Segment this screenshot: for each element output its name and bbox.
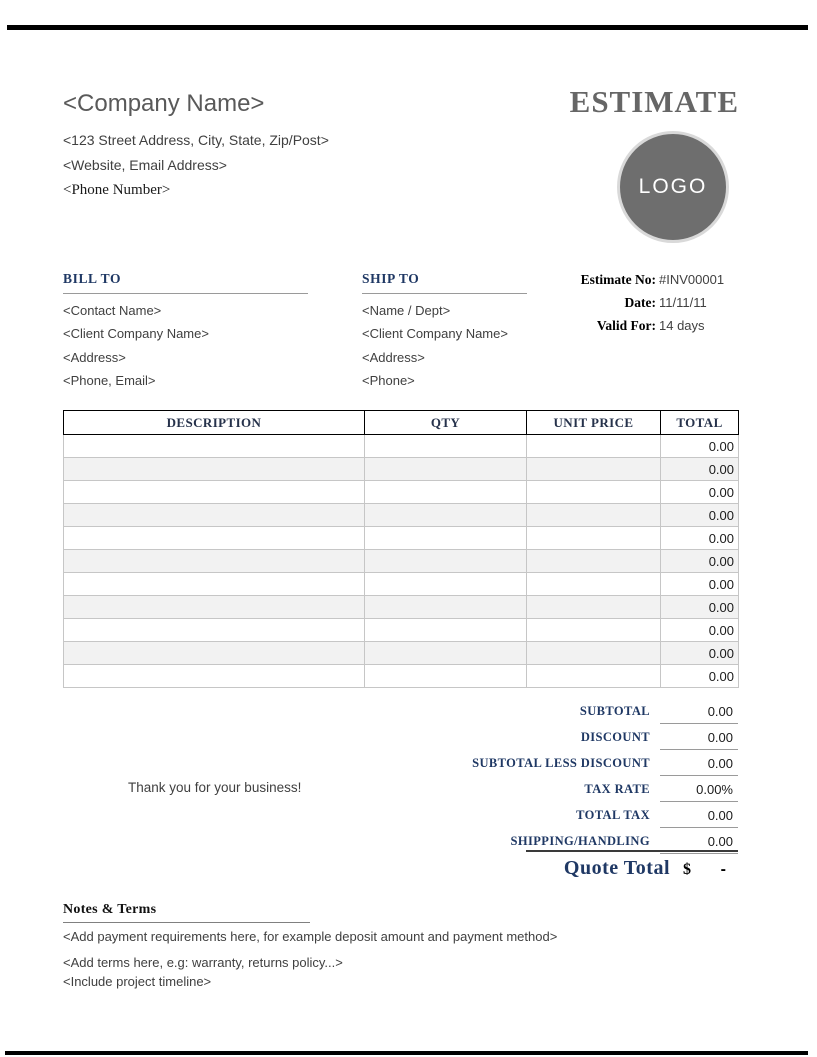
item-cell-unit-price bbox=[527, 481, 661, 504]
total-row bbox=[472, 776, 738, 802]
item-cell-unit-price bbox=[527, 435, 661, 458]
item-cell-total: 0.00 bbox=[661, 458, 739, 481]
quote-total-value: - bbox=[720, 861, 726, 878]
total-value: 0.00 bbox=[660, 725, 738, 750]
item-cell-description bbox=[64, 458, 365, 481]
item-row bbox=[64, 596, 739, 619]
item-cell-qty bbox=[365, 642, 527, 665]
item-cell-qty bbox=[365, 504, 527, 527]
estimate-no-label: Estimate No: bbox=[580, 272, 656, 287]
item-cell-total: 0.00 bbox=[661, 435, 739, 458]
total-value: 0.00 bbox=[660, 699, 738, 724]
item-cell-unit-price bbox=[527, 596, 661, 619]
item-cell-description bbox=[64, 596, 365, 619]
quote-total-row bbox=[564, 857, 738, 880]
total-value: 0.00% bbox=[660, 777, 738, 802]
item-cell-qty bbox=[365, 619, 527, 642]
item-cell-description bbox=[64, 550, 365, 573]
item-cell-description bbox=[64, 665, 365, 688]
currency-symbol: $ bbox=[683, 861, 691, 878]
item-cell-unit-price bbox=[527, 573, 661, 596]
bill-to-section bbox=[63, 271, 308, 388]
item-cell-total: 0.00 bbox=[661, 573, 739, 596]
bottom-page-rule bbox=[5, 1051, 808, 1055]
date-row bbox=[540, 295, 740, 311]
valid-for-value: 14 days bbox=[659, 318, 705, 333]
item-cell-qty bbox=[365, 458, 527, 481]
logo-circle bbox=[617, 131, 729, 243]
totals-section bbox=[472, 698, 738, 854]
item-cell-description bbox=[64, 435, 365, 458]
header-total: TOTAL bbox=[661, 411, 739, 435]
bill-to-contact-name: <Contact Name> bbox=[63, 302, 162, 318]
item-cell-description bbox=[64, 504, 365, 527]
total-value: 0.00 bbox=[660, 803, 738, 828]
item-cell-unit-price bbox=[527, 665, 661, 688]
notes-line-terms: <Add terms here, e.g: warranty, returns policy...> bbox=[63, 955, 343, 970]
items-table-body bbox=[64, 435, 739, 688]
ship-to-phone: <Phone> bbox=[362, 373, 415, 388]
total-value: 0.00 bbox=[660, 751, 738, 776]
total-label: DISCOUNT bbox=[580, 729, 650, 744]
bill-to-heading: BILL TO bbox=[63, 271, 308, 294]
item-cell-qty bbox=[365, 481, 527, 504]
company-website-email: <Website, Email Address> bbox=[63, 157, 227, 173]
item-row bbox=[64, 458, 739, 481]
item-row bbox=[64, 504, 739, 527]
item-cell-total: 0.00 bbox=[661, 642, 739, 665]
total-label: TAX RATE bbox=[584, 781, 650, 796]
header-unit-price: UNIT PRICE bbox=[527, 411, 661, 435]
company-phone: <Phone Number> bbox=[63, 182, 171, 198]
item-cell-qty bbox=[365, 435, 527, 458]
date-value: 11/11/11 bbox=[659, 295, 707, 310]
bill-to-company-name: <Client Company Name> bbox=[63, 326, 209, 341]
item-cell-total: 0.00 bbox=[661, 619, 739, 642]
item-cell-total: 0.00 bbox=[661, 527, 739, 550]
item-row bbox=[64, 573, 739, 596]
items-table-header-row bbox=[64, 411, 739, 435]
estimate-no-value: #INV00001 bbox=[659, 272, 725, 287]
item-cell-qty bbox=[365, 527, 527, 550]
items-table bbox=[63, 410, 739, 688]
item-row bbox=[64, 619, 739, 642]
bill-to-address: <Address> bbox=[63, 349, 126, 365]
ship-to-heading: SHIP TO bbox=[362, 271, 527, 294]
notes-section bbox=[63, 902, 763, 989]
ship-to-company-name: <Client Company Name> bbox=[362, 326, 508, 341]
total-row bbox=[472, 750, 738, 776]
header-qty: QTY bbox=[365, 411, 527, 435]
total-label: SUBTOTAL LESS DISCOUNT bbox=[472, 755, 650, 770]
item-cell-qty bbox=[365, 665, 527, 688]
quote-total-label: Quote Total bbox=[563, 857, 670, 879]
total-label: SHIPPING/HANDLING bbox=[510, 833, 650, 848]
logo-text: LOGO bbox=[638, 175, 708, 198]
item-cell-total: 0.00 bbox=[661, 504, 739, 527]
totals-rows bbox=[472, 698, 738, 854]
item-cell-description bbox=[64, 642, 365, 665]
item-cell-unit-price bbox=[527, 619, 661, 642]
item-cell-description bbox=[64, 527, 365, 550]
quote-total-rule bbox=[526, 850, 738, 852]
header-description: DESCRIPTION bbox=[64, 411, 365, 435]
total-row bbox=[472, 698, 738, 724]
date-label: Date: bbox=[624, 295, 656, 310]
top-page-rule bbox=[7, 25, 808, 30]
notes-heading: Notes & Terms bbox=[63, 902, 310, 923]
company-name: <Company Name> bbox=[63, 90, 265, 117]
item-cell-unit-price bbox=[527, 504, 661, 527]
ship-to-name-dept: <Name / Dept> bbox=[362, 302, 451, 318]
item-row bbox=[64, 527, 739, 550]
item-cell-description bbox=[64, 619, 365, 642]
total-value: 0.00 bbox=[660, 829, 738, 854]
item-cell-description bbox=[64, 481, 365, 504]
valid-for-label: Valid For: bbox=[596, 318, 656, 333]
company-address: <123 Street Address, City, State, Zip/Post> bbox=[63, 132, 329, 148]
item-cell-total: 0.00 bbox=[661, 596, 739, 619]
valid-for-row bbox=[540, 318, 740, 334]
thank-you-note: Thank you for your business! bbox=[128, 780, 302, 795]
notes-line-payment: <Add payment requirements here, for example deposit amount and payment method> bbox=[63, 929, 558, 944]
total-row bbox=[472, 724, 738, 750]
item-cell-total: 0.00 bbox=[661, 665, 739, 688]
item-row bbox=[64, 481, 739, 504]
bill-to-phone-email: <Phone, Email> bbox=[63, 373, 156, 388]
item-cell-description bbox=[64, 573, 365, 596]
item-row bbox=[64, 642, 739, 665]
total-label: SUBTOTAL bbox=[579, 703, 650, 718]
estimate-no-row bbox=[540, 272, 740, 288]
item-cell-total: 0.00 bbox=[661, 550, 739, 573]
item-cell-unit-price bbox=[527, 458, 661, 481]
notes-line-timeline: <Include project timeline> bbox=[63, 974, 212, 989]
total-row bbox=[472, 802, 738, 828]
total-label: TOTAL TAX bbox=[576, 807, 650, 822]
item-cell-unit-price bbox=[527, 527, 661, 550]
item-row bbox=[64, 550, 739, 573]
item-cell-qty bbox=[365, 573, 527, 596]
ship-to-address: <Address> bbox=[362, 349, 425, 365]
item-cell-qty bbox=[365, 596, 527, 619]
ship-to-section bbox=[362, 271, 527, 388]
item-row bbox=[64, 665, 739, 688]
item-cell-total: 0.00 bbox=[661, 481, 739, 504]
item-row bbox=[64, 435, 739, 458]
item-cell-unit-price bbox=[527, 550, 661, 573]
document-title: ESTIMATE bbox=[569, 84, 739, 119]
item-cell-unit-price bbox=[527, 642, 661, 665]
item-cell-qty bbox=[365, 550, 527, 573]
estimate-meta bbox=[540, 272, 740, 341]
